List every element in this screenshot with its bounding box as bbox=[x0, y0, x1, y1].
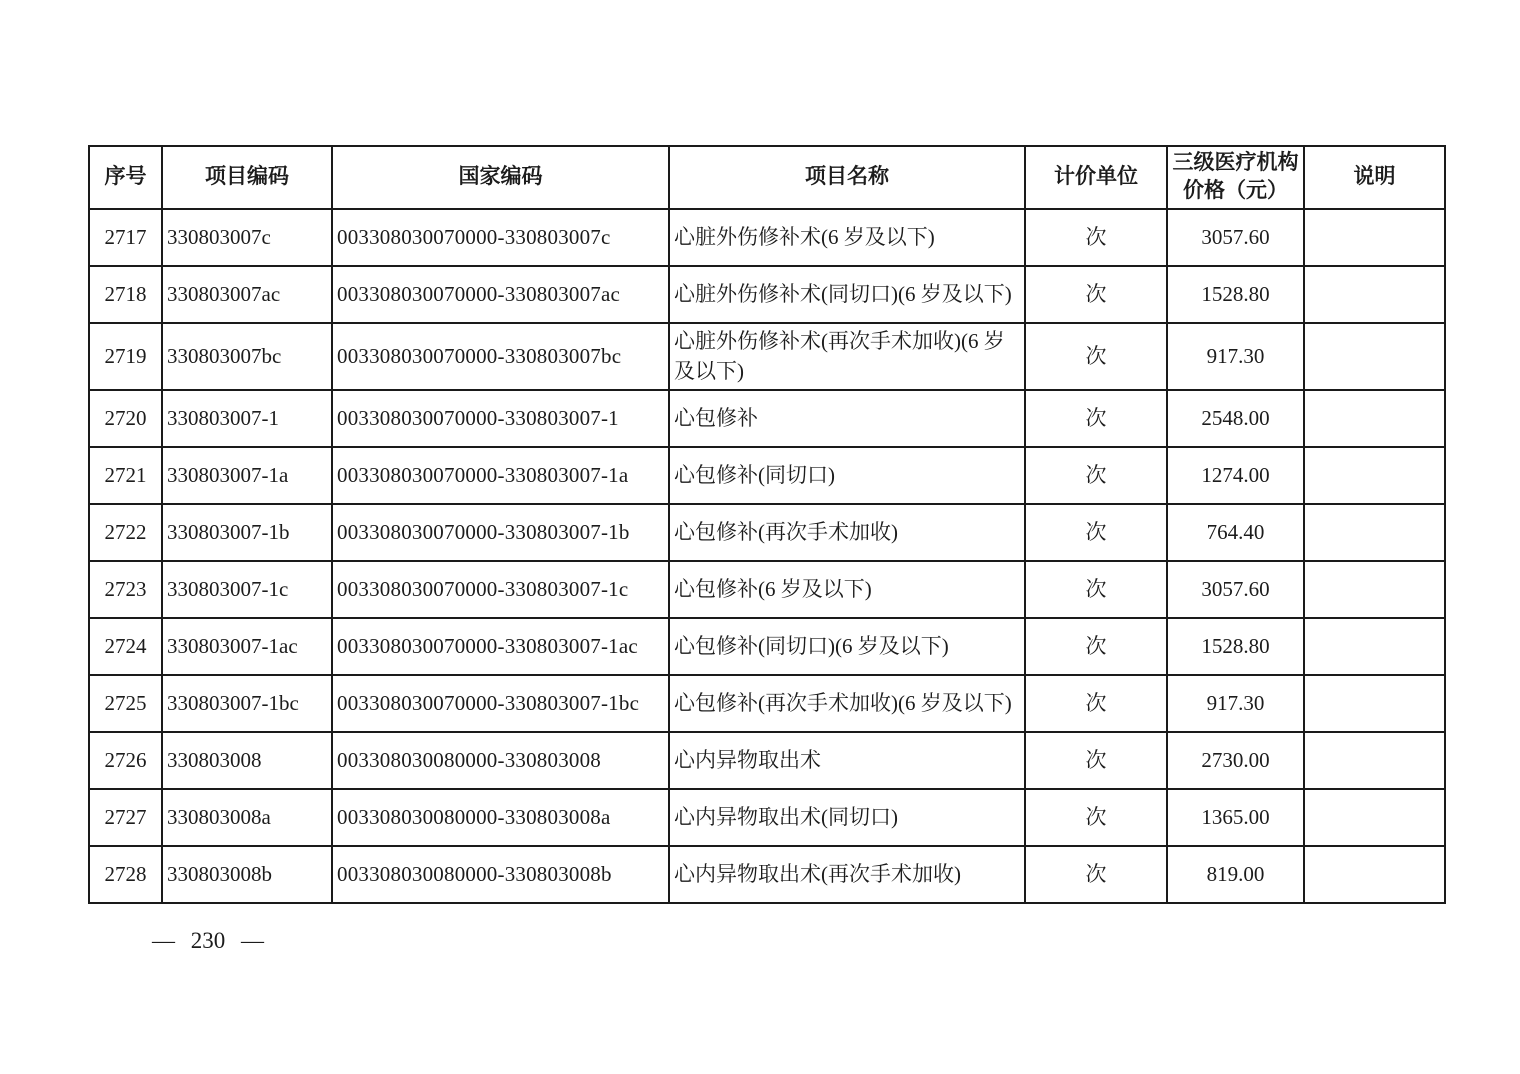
table-row bbox=[89, 561, 1445, 618]
cell-national-code: 003308030070000-330803007-1ac bbox=[332, 618, 669, 675]
cell-project-name: 心包修补(再次手术加收)(6 岁及以下) bbox=[669, 675, 1025, 732]
cell-unit: 次 bbox=[1025, 846, 1167, 903]
cell-seq: 2725 bbox=[89, 675, 162, 732]
table-row bbox=[89, 846, 1445, 903]
cell-price: 917.30 bbox=[1167, 323, 1304, 390]
cell-project-code: 330803008 bbox=[162, 732, 332, 789]
cell-project-code: 330803007-1c bbox=[162, 561, 332, 618]
cell-national-code: 003308030070000-330803007c bbox=[332, 209, 669, 266]
cell-project-name: 心内异物取出术(再次手术加收) bbox=[669, 846, 1025, 903]
cell-price: 764.40 bbox=[1167, 504, 1304, 561]
col-header-unit: 计价单位 bbox=[1025, 146, 1167, 209]
medical-price-table bbox=[88, 145, 1446, 904]
cell-project-name: 心内异物取出术(同切口) bbox=[669, 789, 1025, 846]
cell-seq: 2724 bbox=[89, 618, 162, 675]
cell-national-code: 003308030070000-330803007-1 bbox=[332, 390, 669, 447]
cell-project-code: 330803007-1a bbox=[162, 447, 332, 504]
cell-project-name: 心脏外伤修补术(6 岁及以下) bbox=[669, 209, 1025, 266]
cell-seq: 2722 bbox=[89, 504, 162, 561]
cell-note bbox=[1304, 323, 1445, 390]
cell-project-name: 心包修补(6 岁及以下) bbox=[669, 561, 1025, 618]
cell-seq: 2721 bbox=[89, 447, 162, 504]
cell-price: 1528.80 bbox=[1167, 266, 1304, 323]
cell-seq: 2727 bbox=[89, 789, 162, 846]
cell-note bbox=[1304, 266, 1445, 323]
cell-project-name: 心包修补(同切口)(6 岁及以下) bbox=[669, 618, 1025, 675]
cell-project-name: 心包修补 bbox=[669, 390, 1025, 447]
cell-price: 1365.00 bbox=[1167, 789, 1304, 846]
cell-seq: 2717 bbox=[89, 209, 162, 266]
col-header-project-code: 项目编码 bbox=[162, 146, 332, 209]
cell-price: 917.30 bbox=[1167, 675, 1304, 732]
cell-seq: 2718 bbox=[89, 266, 162, 323]
table-row bbox=[89, 323, 1445, 390]
cell-price: 2548.00 bbox=[1167, 390, 1304, 447]
cell-note bbox=[1304, 789, 1445, 846]
cell-price: 1528.80 bbox=[1167, 618, 1304, 675]
cell-project-code: 330803008b bbox=[162, 846, 332, 903]
table-row bbox=[89, 447, 1445, 504]
cell-unit: 次 bbox=[1025, 266, 1167, 323]
page-number: — 230 — bbox=[152, 928, 264, 953]
cell-project-name: 心脏外伤修补术(再次手术加收)(6 岁及以下) bbox=[669, 323, 1025, 390]
cell-national-code: 003308030070000-330803007bc bbox=[332, 323, 669, 390]
col-header-national-code: 国家编码 bbox=[332, 146, 669, 209]
table-row bbox=[89, 732, 1445, 789]
col-header-project-name: 项目名称 bbox=[669, 146, 1025, 209]
table-row bbox=[89, 390, 1445, 447]
cell-project-name: 心包修补(再次手术加收) bbox=[669, 504, 1025, 561]
cell-price: 3057.60 bbox=[1167, 209, 1304, 266]
cell-note bbox=[1304, 675, 1445, 732]
cell-seq: 2719 bbox=[89, 323, 162, 390]
cell-project-code: 330803007-1bc bbox=[162, 675, 332, 732]
table-row bbox=[89, 209, 1445, 266]
cell-national-code: 003308030070000-330803007-1b bbox=[332, 504, 669, 561]
cell-unit: 次 bbox=[1025, 618, 1167, 675]
cell-project-code: 330803007-1b bbox=[162, 504, 332, 561]
cell-national-code: 003308030070000-330803007ac bbox=[332, 266, 669, 323]
col-header-seq: 序号 bbox=[89, 146, 162, 209]
cell-national-code: 003308030080000-330803008 bbox=[332, 732, 669, 789]
table-row bbox=[89, 504, 1445, 561]
cell-unit: 次 bbox=[1025, 209, 1167, 266]
cell-national-code: 003308030080000-330803008b bbox=[332, 846, 669, 903]
table-row bbox=[89, 618, 1445, 675]
cell-project-name: 心脏外伤修补术(同切口)(6 岁及以下) bbox=[669, 266, 1025, 323]
cell-unit: 次 bbox=[1025, 323, 1167, 390]
cell-project-name: 心包修补(同切口) bbox=[669, 447, 1025, 504]
cell-note bbox=[1304, 732, 1445, 789]
col-header-note: 说明 bbox=[1304, 146, 1445, 209]
cell-price: 3057.60 bbox=[1167, 561, 1304, 618]
cell-national-code: 003308030070000-330803007-1c bbox=[332, 561, 669, 618]
cell-project-code: 330803007-1 bbox=[162, 390, 332, 447]
cell-project-code: 330803008a bbox=[162, 789, 332, 846]
cell-note bbox=[1304, 504, 1445, 561]
cell-unit: 次 bbox=[1025, 675, 1167, 732]
cell-project-code: 330803007c bbox=[162, 209, 332, 266]
cell-note bbox=[1304, 209, 1445, 266]
cell-note bbox=[1304, 447, 1445, 504]
cell-national-code: 003308030080000-330803008a bbox=[332, 789, 669, 846]
table-row bbox=[89, 675, 1445, 732]
cell-price: 1274.00 bbox=[1167, 447, 1304, 504]
cell-unit: 次 bbox=[1025, 504, 1167, 561]
cell-seq: 2726 bbox=[89, 732, 162, 789]
cell-project-name: 心内异物取出术 bbox=[669, 732, 1025, 789]
cell-unit: 次 bbox=[1025, 447, 1167, 504]
cell-unit: 次 bbox=[1025, 561, 1167, 618]
cell-note bbox=[1304, 846, 1445, 903]
table-row bbox=[89, 789, 1445, 846]
cell-note bbox=[1304, 561, 1445, 618]
cell-price: 2730.00 bbox=[1167, 732, 1304, 789]
cell-unit: 次 bbox=[1025, 789, 1167, 846]
cell-national-code: 003308030070000-330803007-1bc bbox=[332, 675, 669, 732]
table-header-row bbox=[89, 146, 1445, 209]
cell-project-code: 330803007-1ac bbox=[162, 618, 332, 675]
cell-price: 819.00 bbox=[1167, 846, 1304, 903]
cell-unit: 次 bbox=[1025, 390, 1167, 447]
cell-note bbox=[1304, 618, 1445, 675]
cell-seq: 2723 bbox=[89, 561, 162, 618]
cell-project-code: 330803007ac bbox=[162, 266, 332, 323]
cell-seq: 2728 bbox=[89, 846, 162, 903]
cell-seq: 2720 bbox=[89, 390, 162, 447]
col-header-tier3-price: 三级医疗机构价格（元） bbox=[1167, 146, 1304, 209]
cell-note bbox=[1304, 390, 1445, 447]
cell-national-code: 003308030070000-330803007-1a bbox=[332, 447, 669, 504]
cell-unit: 次 bbox=[1025, 732, 1167, 789]
cell-project-code: 330803007bc bbox=[162, 323, 332, 390]
table-row bbox=[89, 266, 1445, 323]
